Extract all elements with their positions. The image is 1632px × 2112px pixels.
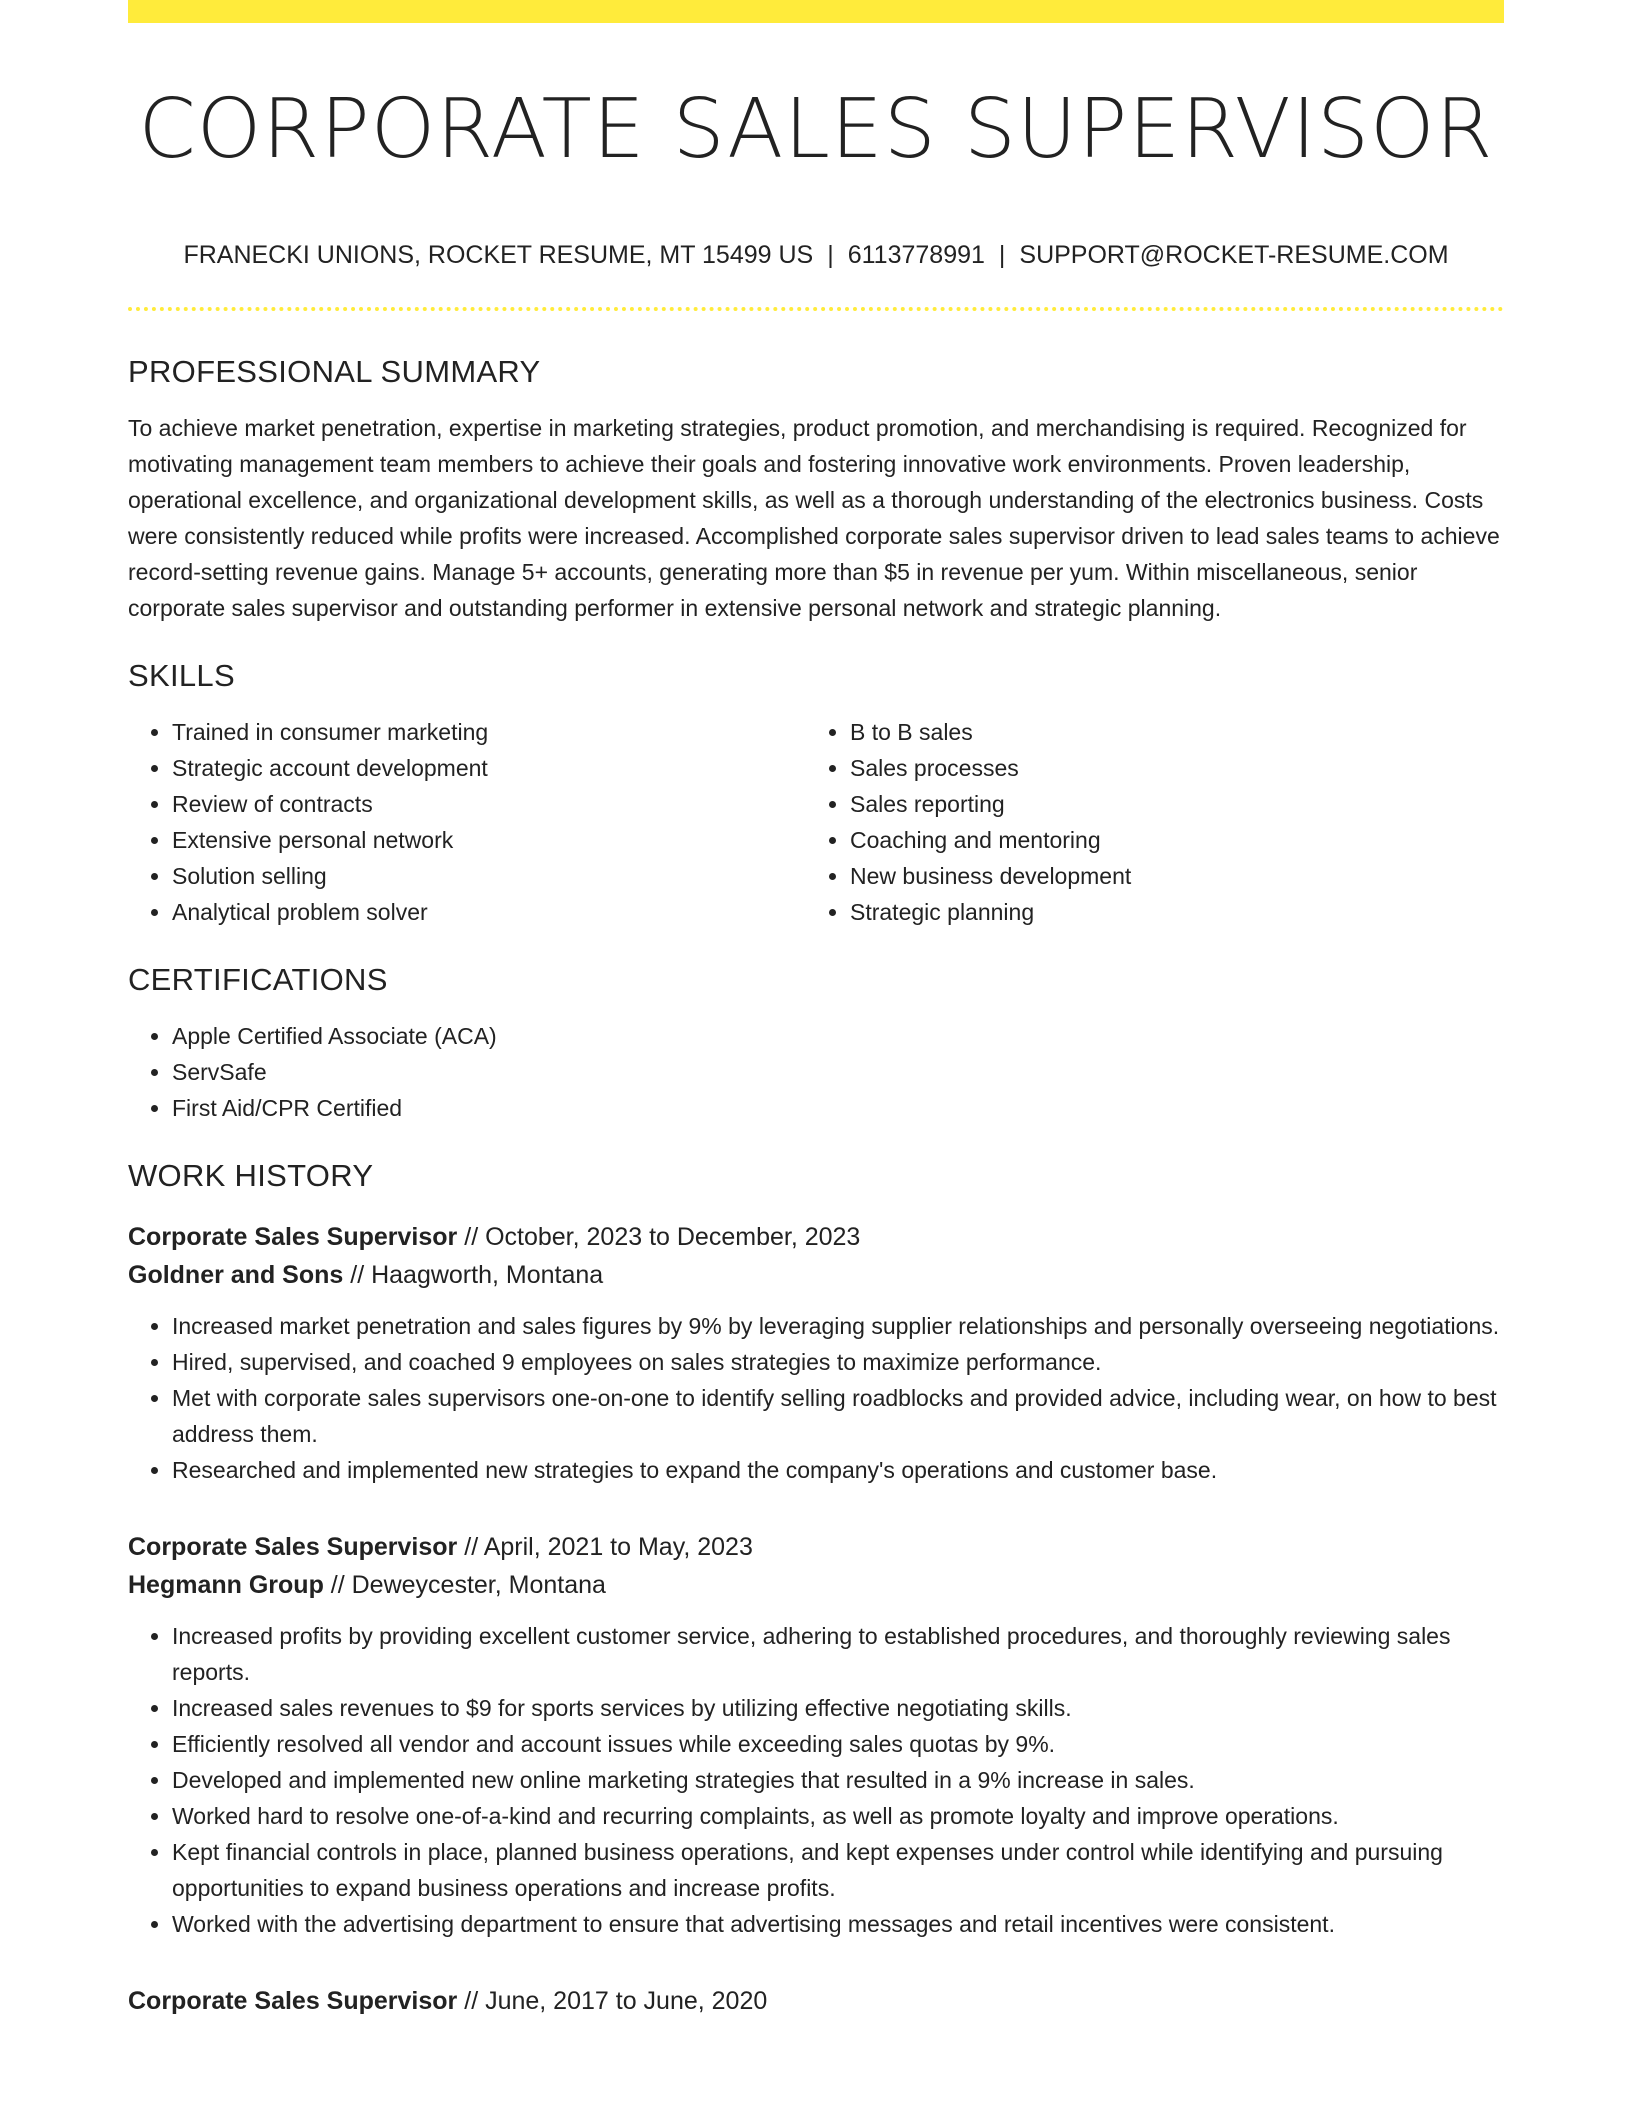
skill-item: • Strategic account development — [172, 750, 806, 786]
contact-separator: | — [827, 241, 834, 269]
skill-item: • Sales processes — [850, 750, 1504, 786]
skills-column-right — [806, 714, 1504, 930]
job-dates: // April, 2021 to May, 2023 — [457, 1533, 753, 1561]
resume-content — [128, 352, 1504, 2020]
top-accent-bar — [128, 0, 1504, 23]
job-title-line — [128, 1528, 1504, 1566]
job-company-line — [128, 1256, 1504, 1294]
job-bullet: • Researched and implemented new strategies to expand the company's operations and customer base. — [172, 1452, 1504, 1488]
skills-section — [128, 656, 1504, 930]
job-bullet: • Worked with the advertising department to ensure that advertising messages and retail incentives were consistent. — [172, 1906, 1504, 1942]
summary-text: To achieve market penetration, expertise in marketing strategies, product promotion, and merchandising is required. Recognized for motivating management team members to achieve their goals and fostering innovative work environments. Proven leadership, operational excellence, and organizational development skills, as well as a thorough understanding of the electronics business. Costs were consistently reduced while profits were increased. Accomplished corporate sales supervisor driven to lead sales teams to achieve record-setting revenue gains. Manage 5+ accounts, generating more than $5 in revenue per yum. Within miscellaneous, senior corporate sales supervisor and outstanding performer in extensive personal network and strategic planning. — [128, 415, 1500, 621]
job-bullet: • Hired, supervised, and coached 9 employees on sales strategies to maximize performance. — [172, 1344, 1504, 1380]
job-company: Hegmann Group — [128, 1571, 324, 1599]
job-bullet: • Increased sales revenues to $9 for sports services by utilizing effective negotiating skills. — [172, 1690, 1504, 1726]
job-entry — [128, 1528, 1504, 1942]
job-location: // Deweycester, Montana — [323, 1571, 606, 1599]
work-history-heading: WORK HISTORY — [128, 1158, 374, 1193]
job-title: Corporate Sales Supervisor — [128, 1533, 458, 1561]
job-bullets — [128, 1618, 1504, 1942]
skills-columns — [128, 714, 1504, 930]
work-history-section — [128, 1156, 1504, 2020]
certification-item: • ServSafe — [172, 1054, 1504, 1090]
skill-item: • Strategic planning — [850, 894, 1504, 930]
job-dates: // October, 2023 to December, 2023 — [457, 1223, 861, 1251]
skill-item: • Trained in consumer marketing — [172, 714, 806, 750]
skills-list-right — [806, 714, 1504, 930]
certifications-section — [128, 960, 1504, 1126]
certification-item: • First Aid/CPR Certified — [172, 1090, 1504, 1126]
contact-line — [128, 238, 1504, 272]
skill-item: • Review of contracts — [172, 786, 806, 822]
skill-item: • Solution selling — [172, 858, 806, 894]
skill-item: • Coaching and mentoring — [850, 822, 1504, 858]
skill-item: • New business development — [850, 858, 1504, 894]
summary-section — [128, 352, 1504, 626]
header-divider — [128, 307, 1504, 311]
job-bullet: • Met with corporate sales supervisors one-on-one to identify selling roadblocks and provided advice, including wear, on how to best address them. — [172, 1380, 1504, 1452]
summary-heading: PROFESSIONAL SUMMARY — [128, 354, 541, 389]
job-title-line — [128, 1982, 1504, 2020]
contact-separator: | — [998, 241, 1006, 269]
skills-heading: SKILLS — [128, 658, 235, 693]
phone-text: 6113778991 — [847, 241, 985, 269]
resume-title: CORPORATE SALES SUPERVISOR — [138, 82, 1494, 177]
job-title: Corporate Sales Supervisor — [128, 1987, 458, 2015]
job-dates: // June, 2017 to June, 2020 — [457, 1987, 768, 2015]
job-company: Goldner and Sons — [128, 1261, 344, 1289]
certifications-heading: CERTIFICATIONS — [128, 962, 388, 997]
job-bullet: • Increased market penetration and sales figures by 9% by leveraging supplier relationships and personally overseeing negotiations. — [172, 1308, 1504, 1344]
job-bullet: • Efficiently resolved all vendor and account issues while exceeding sales quotas by 9%. — [172, 1726, 1504, 1762]
skill-item: • Extensive personal network — [172, 822, 806, 858]
job-bullet: • Developed and implemented new online marketing strategies that resulted in a 9% increase in sales. — [172, 1762, 1504, 1798]
job-bullet: • Kept financial controls in place, planned business operations, and kept expenses under control while identifying and pursuing opportunities to expand business operations and increase profits. — [172, 1834, 1504, 1906]
skills-list-left — [128, 714, 806, 930]
email-link[interactable]: SUPPORT@ROCKET-RESUME.COM — [1019, 241, 1449, 269]
skill-item: • Analytical problem solver — [172, 894, 806, 930]
job-title: Corporate Sales Supervisor — [128, 1223, 458, 1251]
job-bullet: • Worked hard to resolve one-of-a-kind and recurring complaints, as well as promote loyalty and improve operations. — [172, 1798, 1504, 1834]
skills-column-left — [128, 714, 806, 930]
job-entry — [128, 1218, 1504, 1488]
skill-item: • B to B sales — [850, 714, 1504, 750]
skill-item: • Sales reporting — [850, 786, 1504, 822]
job-bullet: • Increased profits by providing excellent customer service, adhering to established procedures, and thoroughly reviewing sales reports. — [172, 1618, 1504, 1690]
job-title-line — [128, 1218, 1504, 1256]
certifications-list — [128, 1018, 1504, 1126]
address-text: FRANECKI UNIONS, ROCKET RESUME, MT 15499 US — [183, 241, 814, 269]
job-entry — [128, 1982, 1504, 2020]
certification-item: • Apple Certified Associate (ACA) — [172, 1018, 1504, 1054]
job-location: // Haagworth, Montana — [343, 1261, 604, 1289]
job-bullets — [128, 1308, 1504, 1488]
job-company-line — [128, 1566, 1504, 1604]
